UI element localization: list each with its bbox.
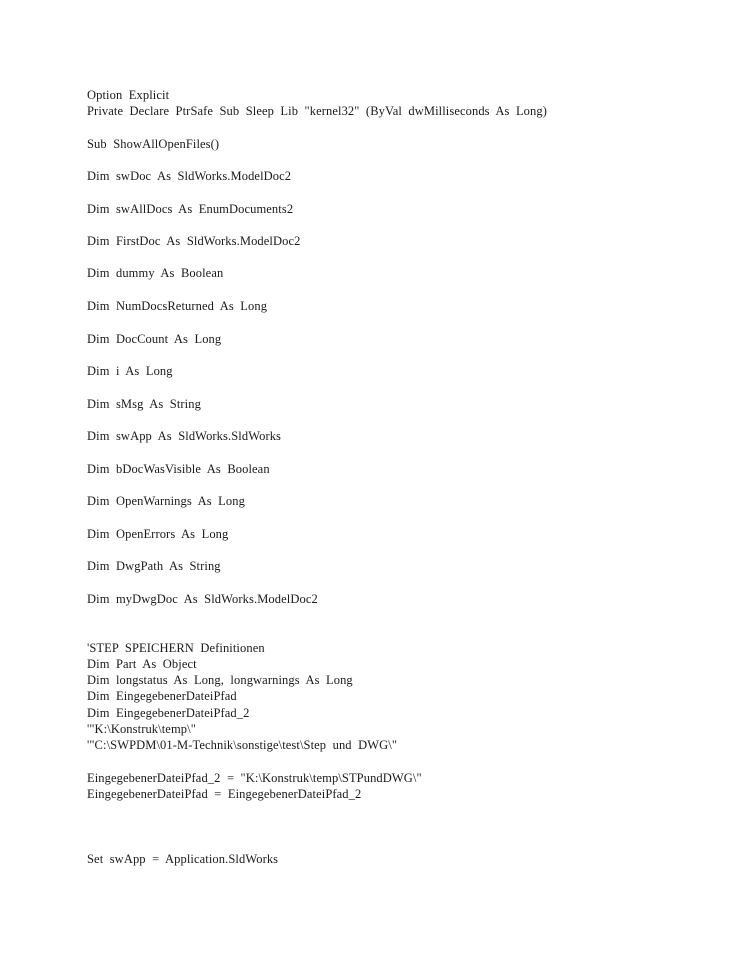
code-line: Dim OpenWarnings As Long (87, 494, 245, 508)
code-line: Sub ShowAllOpenFiles() (87, 137, 220, 151)
code-line: Option Explicit (87, 88, 170, 102)
code-line: Dim swDoc As SldWorks.ModelDoc2 (87, 169, 292, 183)
code-line: '"K:\Konstruk\temp\" (87, 722, 196, 736)
code-line: Dim sMsg As String (87, 397, 201, 411)
code-line: Dim longstatus As Long, longwarnings As Long (87, 673, 353, 687)
code-line: Dim EingegebenerDateiPfad (87, 689, 237, 703)
code-line: Private Declare PtrSafe Sub Sleep Lib "kernel32" (ByVal dwMilliseconds As Long) (87, 104, 547, 118)
code-line: Dim swApp As SldWorks.SldWorks (87, 429, 282, 443)
code-line: Dim myDwgDoc As SldWorks.ModelDoc2 (87, 592, 318, 606)
code-line: Dim DocCount As Long (87, 332, 222, 346)
code-line: EingegebenerDateiPfad = EingegebenerDateiPfad_2 (87, 787, 362, 801)
code-line: Dim dummy As Boolean (87, 266, 224, 280)
code-line: Dim Part As Object (87, 657, 197, 671)
code-line: Set swApp = Application.SldWorks (87, 852, 279, 866)
code-line: EingegebenerDateiPfad_2 = "K:\Konstruk\temp\STPundDWG\" (87, 771, 422, 785)
code-line: Dim FirstDoc As SldWorks.ModelDoc2 (87, 234, 301, 248)
code-line: Dim DwgPath As String (87, 559, 221, 573)
code-line: Dim EingegebenerDateiPfad_2 (87, 706, 250, 720)
code-line: Dim OpenErrors As Long (87, 527, 229, 541)
code-line: Dim bDocWasVisible As Boolean (87, 462, 270, 476)
code-line: Dim swAllDocs As EnumDocuments2 (87, 202, 294, 216)
code-line: Dim i As Long (87, 364, 173, 378)
code-line: '"C:\SWPDM\01-M-Technik\sonstige\test\Step und DWG\" (87, 738, 398, 752)
code-line: Dim NumDocsReturned As Long (87, 299, 268, 313)
code-line: 'STEP SPEICHERN Definitionen (87, 641, 265, 655)
